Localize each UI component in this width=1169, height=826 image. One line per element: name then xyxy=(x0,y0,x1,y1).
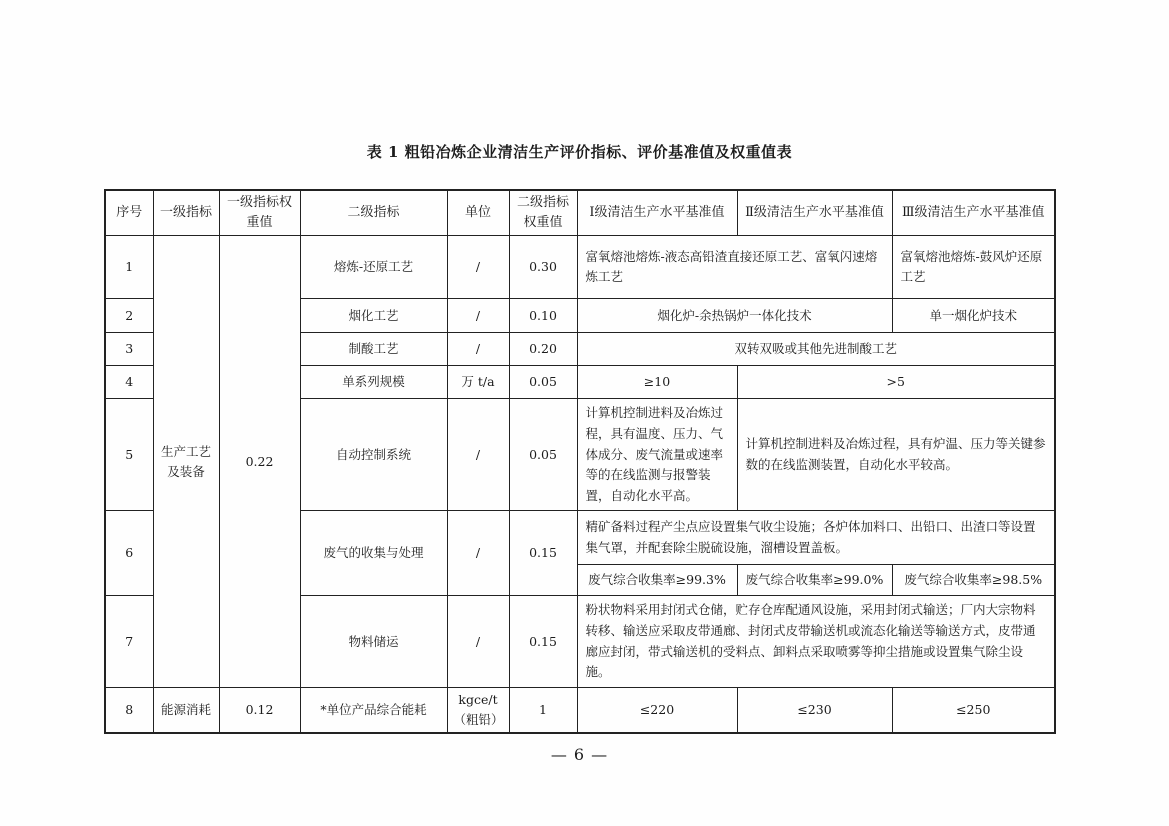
table-title: 表 1 粗铅冶炼企业清洁生产评价指标、评价基准值及权重值表 xyxy=(366,143,793,161)
cell-r5-weight2: 0.05 xyxy=(509,399,577,511)
cell-group-process-weight: 0.22 xyxy=(219,236,300,688)
cell-r5-level23: 计算机控制进料及冶炼过程，具有炉温、压力等关键参数的在线监测装置，自动化水平较高。 xyxy=(737,399,1055,511)
cell-group-process-name: 生产工艺及装备 xyxy=(153,236,219,688)
cell-r8-indicator2: *单位产品综合能耗 xyxy=(300,687,447,733)
cell-r6-indicator2: 废气的收集与处理 xyxy=(300,511,447,596)
cell-r8-level3: ≤250 xyxy=(892,687,1055,733)
cell-r6-unit: / xyxy=(447,511,509,596)
cell-r8-weight2: 1 xyxy=(509,687,577,733)
cell-r8-unit: kgce/t（粗铅） xyxy=(447,687,509,733)
header-level1: Ⅰ级清洁生产水平基准值 xyxy=(577,190,737,236)
header-weight1: 一级指标权重值 xyxy=(219,190,300,236)
cell-r3-no: 3 xyxy=(105,333,153,366)
cell-r7-level123: 粉状物料采用封闭式仓储，贮存仓库配通风设施，采用封闭式输送；厂内大宗物料转移、输送应采取皮带通廊、封闭式皮带输送机或流态化输送等输送方式，皮带通廊应封闭，带式输送机的受料点、卸料点采取喷雾等抑尘措施或设置集气除尘设施。 xyxy=(577,596,1055,688)
header-no: 序号 xyxy=(105,190,153,236)
header-unit: 单位 xyxy=(447,190,509,236)
cell-r7-unit: / xyxy=(447,596,509,688)
table-row-8 xyxy=(105,687,1055,733)
cell-r5-unit: / xyxy=(447,399,509,511)
cell-r7-indicator2: 物料储运 xyxy=(300,596,447,688)
cell-group-energy-name: 能源消耗 xyxy=(153,687,219,733)
table-row-1 xyxy=(105,236,1055,299)
cell-r8-level2: ≤230 xyxy=(737,687,892,733)
cell-r8-level1: ≤220 xyxy=(577,687,737,733)
page-content xyxy=(104,0,1055,764)
cell-r5-level1: 计算机控制进料及冶炼过程，具有温度、压力、气体成分、废气流量或速率等的在线监测与报警装置，自动化水平高。 xyxy=(577,399,737,511)
header-indicator2: 二级指标 xyxy=(300,190,447,236)
cell-r2-weight2: 0.10 xyxy=(509,299,577,333)
cell-r6-weight2: 0.15 xyxy=(509,511,577,596)
cell-r8-no: 8 xyxy=(105,687,153,733)
cell-r1-unit: / xyxy=(447,236,509,299)
cell-r3-indicator2: 制酸工艺 xyxy=(300,333,447,366)
cell-r3-weight2: 0.20 xyxy=(509,333,577,366)
cell-group-energy-weight: 0.12 xyxy=(219,687,300,733)
cell-r1-level3: 富氧熔池熔炼-鼓风炉还原工艺 xyxy=(892,236,1055,299)
cell-r6-level3-rate: 废气综合收集率≥98.5% xyxy=(892,565,1055,596)
cell-r4-weight2: 0.05 xyxy=(509,366,577,399)
header-indicator1: 一级指标 xyxy=(153,190,219,236)
cell-r2-no: 2 xyxy=(105,299,153,333)
header-weight2: 二级指标权重值 xyxy=(509,190,577,236)
cell-r1-level12: 富氧熔池熔炼-液态高铅渣直接还原工艺、富氧闪速熔炼工艺 xyxy=(577,236,892,299)
evaluation-table xyxy=(104,189,1056,734)
cell-r5-no: 5 xyxy=(105,399,153,511)
cell-r4-unit: 万 t/a xyxy=(447,366,509,399)
cell-r2-level12: 烟化炉-余热锅炉一体化技术 xyxy=(577,299,892,333)
cell-r7-weight2: 0.15 xyxy=(509,596,577,688)
cell-r3-unit: / xyxy=(447,333,509,366)
header-level3: Ⅲ级清洁生产水平基准值 xyxy=(892,190,1055,236)
cell-r4-level1: ≥10 xyxy=(577,366,737,399)
header-level2: Ⅱ级清洁生产水平基准值 xyxy=(737,190,892,236)
cell-r1-indicator2: 熔炼-还原工艺 xyxy=(300,236,447,299)
cell-r1-no: 1 xyxy=(105,236,153,299)
cell-r6-level2-rate: 废气综合收集率≥99.0% xyxy=(737,565,892,596)
cell-r3-level123: 双转双吸或其他先进制酸工艺 xyxy=(577,333,1055,366)
cell-r1-weight2: 0.30 xyxy=(509,236,577,299)
cell-r6-level1-rate: 废气综合收集率≥99.3% xyxy=(577,565,737,596)
cell-r4-level23: >5 xyxy=(737,366,1055,399)
page-number: — 6 — xyxy=(550,744,609,764)
cell-r4-no: 4 xyxy=(105,366,153,399)
cell-r6-no: 6 xyxy=(105,511,153,596)
cell-r6-level123: 精矿备料过程产尘点应设置集气收尘设施；各炉体加料口、出铅口、出渣口等设置集气罩，并配套除尘脱硫设施，溜槽设置盖板。 xyxy=(577,511,1055,565)
cell-r2-unit: / xyxy=(447,299,509,333)
cell-r5-indicator2: 自动控制系统 xyxy=(300,399,447,511)
cell-r2-level3: 单一烟化炉技术 xyxy=(892,299,1055,333)
table-header-row xyxy=(105,190,1055,236)
cell-r4-indicator2: 单系列规模 xyxy=(300,366,447,399)
cell-r2-indicator2: 烟化工艺 xyxy=(300,299,447,333)
cell-r7-no: 7 xyxy=(105,596,153,688)
